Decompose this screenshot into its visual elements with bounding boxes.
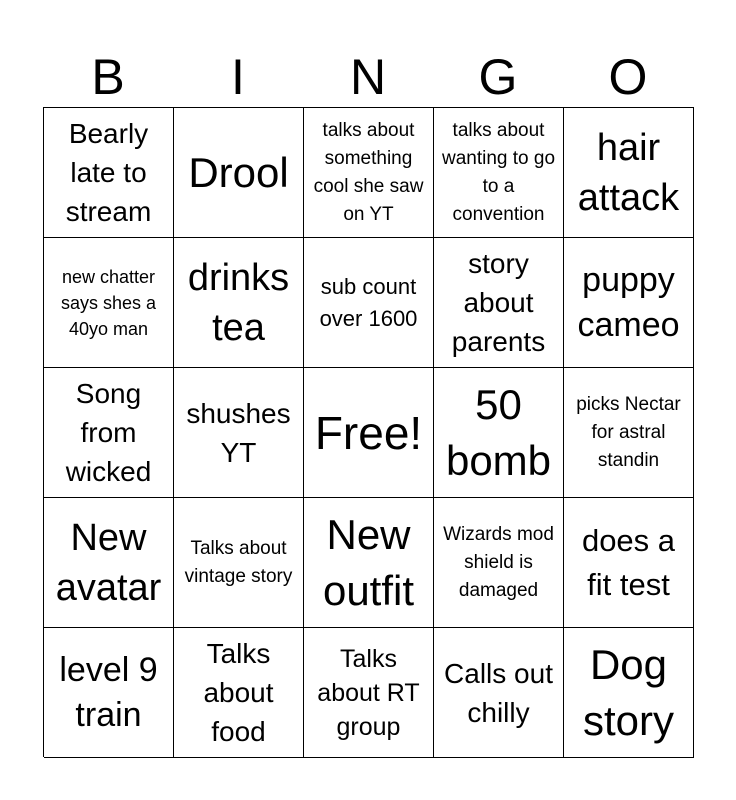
bingo-cell[interactable] bbox=[44, 368, 174, 498]
bingo-cell[interactable] bbox=[564, 238, 694, 368]
bingo-cell[interactable] bbox=[174, 238, 304, 368]
bingo-cell[interactable] bbox=[174, 108, 304, 238]
bingo-cell[interactable] bbox=[304, 238, 434, 368]
bingo-cell[interactable] bbox=[44, 628, 174, 758]
cell-text: Bearly late to stream bbox=[65, 118, 152, 227]
cell-text: Talks about food bbox=[203, 638, 274, 747]
bingo-cell[interactable] bbox=[564, 368, 694, 498]
bingo-cell[interactable] bbox=[304, 108, 434, 238]
cell-text: New avatar bbox=[55, 516, 162, 609]
cell-text: sub count over 1600 bbox=[319, 273, 418, 331]
cell-text: does a fit test bbox=[581, 522, 676, 602]
header-letter-b: B bbox=[91, 49, 125, 105]
bingo-cell[interactable] bbox=[304, 628, 434, 758]
bingo-cell[interactable] bbox=[564, 108, 694, 238]
cell-text: Drool bbox=[188, 148, 289, 196]
cell-text: drinks tea bbox=[187, 256, 290, 349]
cell-text: New outfit bbox=[322, 510, 415, 614]
cell-text: shushes YT bbox=[186, 397, 291, 468]
cell-text: new chatter says shes a 40yo man bbox=[60, 266, 157, 339]
cell-text: hair attack bbox=[577, 126, 680, 219]
bingo-cell[interactable] bbox=[44, 108, 174, 238]
bingo-cell[interactable] bbox=[564, 498, 694, 628]
bingo-cell[interactable] bbox=[44, 238, 174, 368]
cell-text: story about parents bbox=[451, 248, 546, 357]
bingo-cell free-space[interactable] bbox=[304, 368, 434, 498]
bingo-cell[interactable] bbox=[434, 238, 564, 368]
bingo-cell[interactable] bbox=[434, 628, 564, 758]
bingo-cell[interactable] bbox=[174, 368, 304, 498]
bingo-header bbox=[43, 46, 693, 108]
cell-text: 50 bomb bbox=[445, 380, 552, 484]
cell-text: Wizards mod shield is damaged bbox=[443, 523, 554, 601]
bingo-cell[interactable] bbox=[434, 498, 564, 628]
bingo-board bbox=[43, 107, 694, 757]
cell-text: Calls out chilly bbox=[444, 657, 553, 728]
cell-text: talks about wanting to go to a convention bbox=[441, 119, 556, 225]
cell-text: Talks about vintage story bbox=[184, 537, 293, 587]
cell-text: level 9 train bbox=[59, 650, 158, 734]
bingo-cell[interactable] bbox=[434, 368, 564, 498]
header-letter-o: O bbox=[608, 49, 648, 105]
header-letter-i: I bbox=[231, 49, 245, 105]
cell-text: Dog story bbox=[582, 640, 674, 744]
bingo-cell[interactable] bbox=[304, 498, 434, 628]
bingo-cell[interactable] bbox=[564, 628, 694, 758]
free-space-text: Free! bbox=[314, 406, 423, 459]
cell-text: puppy cameo bbox=[577, 260, 680, 344]
header-letter-n: N bbox=[349, 49, 387, 105]
bingo-cell[interactable] bbox=[434, 108, 564, 238]
cell-text: Song from wicked bbox=[65, 378, 152, 487]
cell-text: Talks about RT group bbox=[317, 644, 420, 741]
bingo-cell[interactable] bbox=[174, 498, 304, 628]
bingo-cell[interactable] bbox=[44, 498, 174, 628]
cell-text: picks Nectar for astral standin bbox=[576, 393, 681, 471]
cell-text: talks about something cool she saw on YT bbox=[313, 119, 424, 225]
bingo-cell[interactable] bbox=[174, 628, 304, 758]
header-letter-g: G bbox=[478, 49, 518, 105]
